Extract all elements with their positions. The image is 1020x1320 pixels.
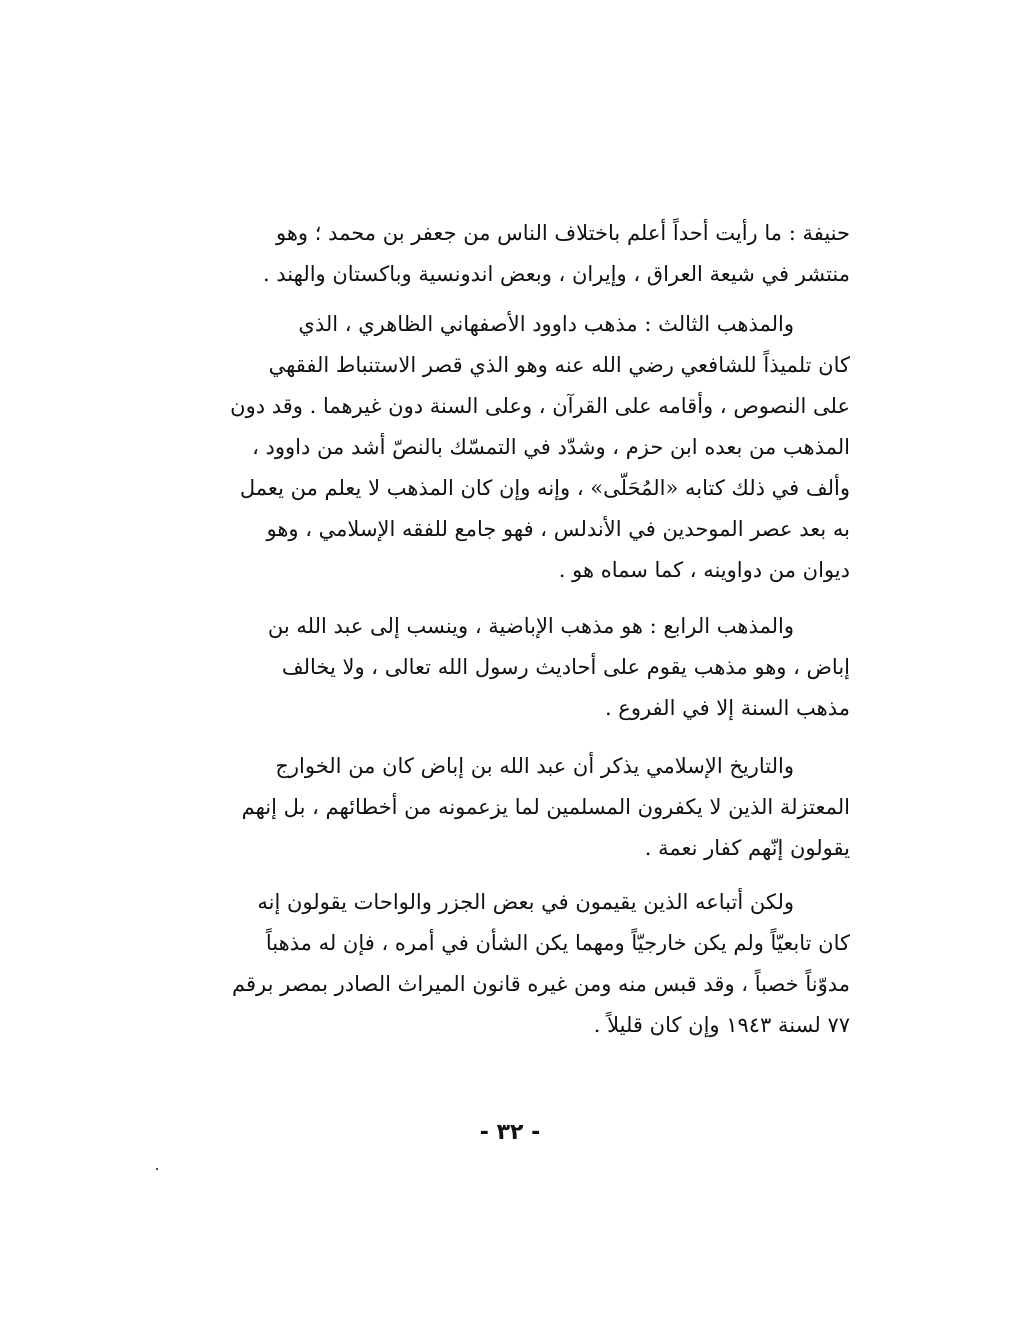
text-line: حنيفة : ما رأيت أحداً أعلم باختلاف الناس من جعفر بن محمد ؛ وهو [275,221,850,245]
paragraph-third-school [190,304,850,591]
text-line: والتاريخ الإسلامي يذكر أن عبد الله بن إباض كان من الخوارج [275,754,794,778]
scan-speck [156,1168,158,1170]
text-line: ولكن أتباعه الذين يقيمون في بعض الجزر والواحات يقولون إنه [257,890,794,914]
paragraph-fourth-school [190,606,850,729]
text-line: المعتزلة الذين لا يكفرون المسلمين لما يزعمونه من أخطائهم ، بل إنهم [241,795,850,819]
text-line: المذهب من بعده ابن حزم ، وشدّد في التمسّك بالنصّ أشد من داوود ، [252,435,850,459]
text-line: به بعد عصر الموحدين في الأندلس ، فهو جامع للفقه الإسلامي ، وهو [266,517,850,541]
text-line: مذهب السنة إلا في الفروع . [604,696,850,720]
text-line: ٧٧ لسنة ١٩٤٣ وإن كان قليلاً . [593,1013,850,1037]
text-line: والمذهب الثالث : مذهب داوود الأصفهاني الظاهري ، الذي [298,312,794,336]
page-number: - ٣٢ - [479,1120,541,1145]
paragraph-continuation [190,213,850,295]
text-line: إباض ، وهو مذهب يقوم على أحاديث رسول الله تعالى ، ولا يخالف [281,655,850,679]
paragraph-islamic-history [190,746,850,869]
text-line: منتشر في شيعة العراق ، وإيران ، وبعض اندونسية وباكستان والهند . [262,262,850,286]
text-line: والمذهب الرابع : هو مذهب الإباضية ، وينسب إلى عبد الله بن [267,614,794,638]
text-line: كان تلميذاً للشافعي رضي الله عنه وهو الذي قصر الاستنباط الفقهي [268,353,850,377]
text-line: وألف في ذلك كتابه «المُحَلّى» ، وإنه وإن كان المذهب لا يعلم من يعمل [239,476,850,500]
paragraph-followers [190,882,850,1046]
text-line: مدوّناً خصباً ، وقد قبس منه ومن غيره قانون الميراث الصادر بمصر برقم [232,972,850,996]
text-line: يقولون إنّهم كفار نعمة . [644,836,850,860]
text-line: كان تابعيّاً ولم يكن خارجيّاً ومهما يكن الشأن في أمره ، فإن له مذهباً [265,931,850,955]
text-line: ديوان من دواوينه ، كما سماه هو . [558,558,850,582]
text-line: على النصوص ، وأقامه على القرآن ، وعلى السنة دون غيرهما . وقد دون [230,394,850,418]
